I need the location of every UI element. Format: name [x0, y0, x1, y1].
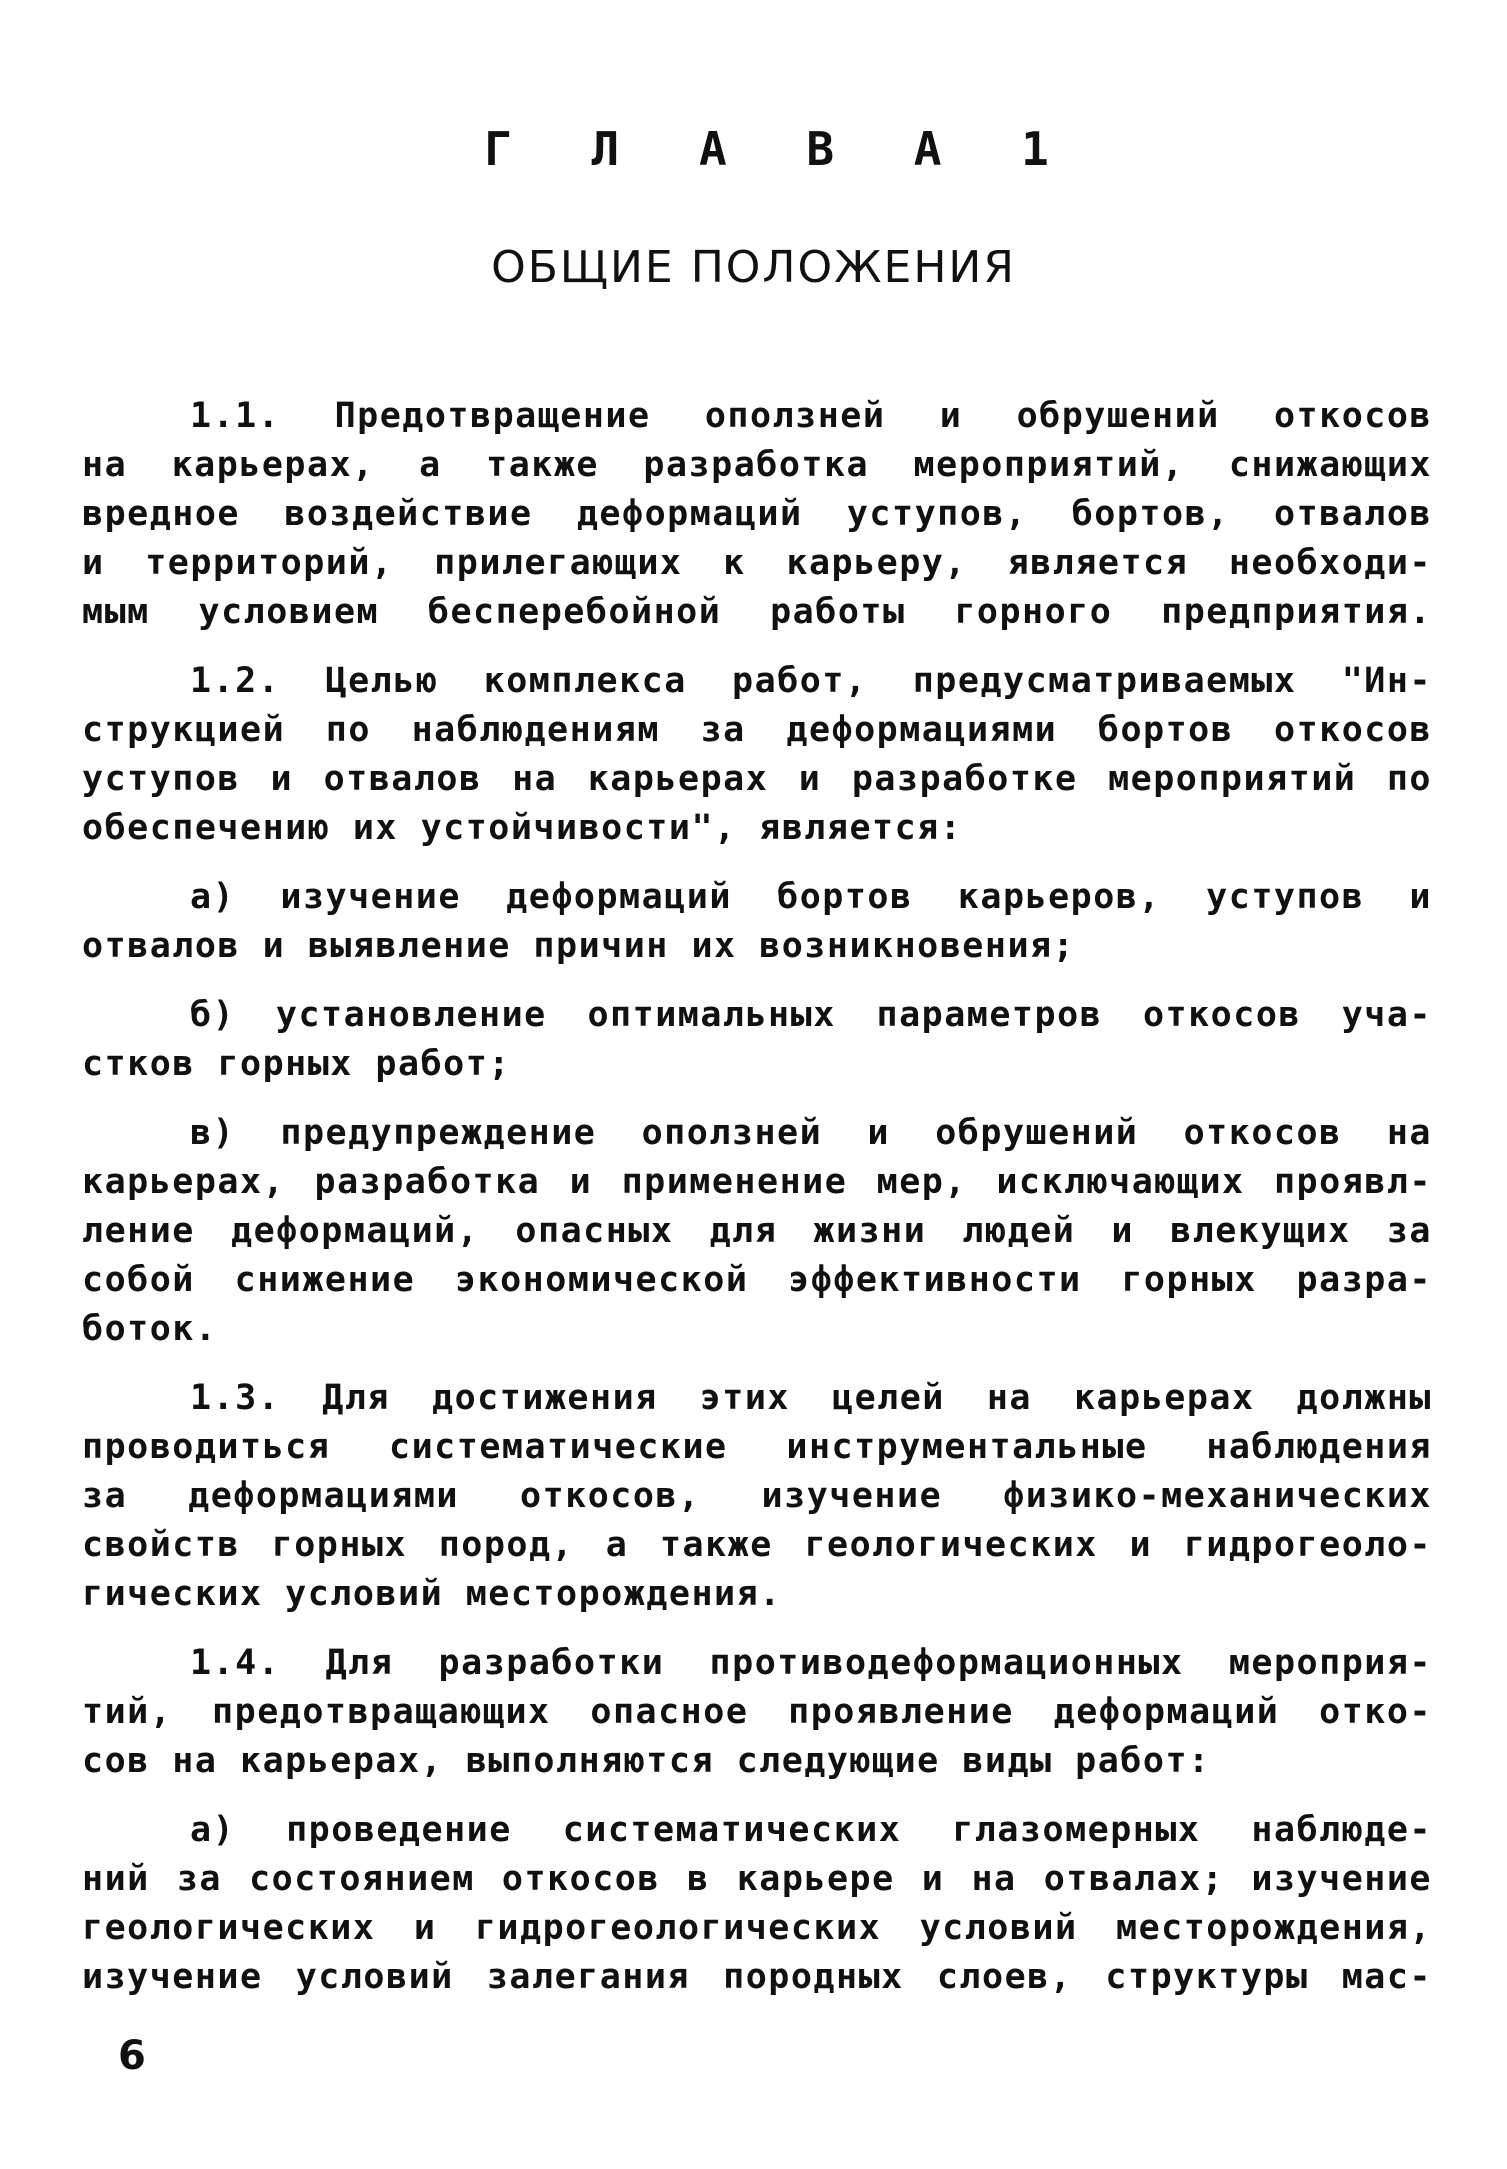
text-line: отвалов и выявление причин их возникновения;: [82, 926, 1076, 966]
text-line: сов на карьерах, выполняются следующие виды работ:: [82, 1741, 1211, 1781]
chapter-title: ОБЩИЕ ПОЛОЖЕНИЯ: [491, 242, 1016, 293]
text-line: за деформациями откосов, изучение физико-механических: [82, 1476, 1432, 1516]
paragraph-1-3: [82, 1374, 1432, 1619]
text-line: 1.2. Целью комплекса работ, предусматриваемых "Ин-: [190, 661, 1432, 701]
text-line: уступов и отвалов на карьерах и разработке мероприятий по: [82, 759, 1432, 799]
paragraph-1-4: [82, 1639, 1432, 1786]
text-line: на карьерах, а также разработка мероприятий, снижающих: [82, 445, 1432, 485]
text-line: ний за состоянием откосов в карьере и на отвалах; изучение: [82, 1859, 1432, 1899]
text-line: боток.: [82, 1309, 218, 1349]
body-text: [82, 392, 1432, 2002]
text-line: изучение условий залегания породных слоев, структуры мас-: [82, 1957, 1432, 1997]
list-item-a-2: [82, 1806, 1432, 2002]
chapter-label: Г Л А В А 1: [484, 122, 1075, 176]
text-line: ление деформаций, опасных для жизни людей и влекущих за: [82, 1211, 1432, 1251]
text-line: в) предупреждение оползней и обрушений откосов на: [190, 1113, 1432, 1153]
text-line: проводиться систематические инструментальные наблюдения: [82, 1427, 1432, 1467]
text-line: 1.4. Для разработки противодеформационных мероприя-: [190, 1643, 1432, 1683]
text-line: карьерах, разработка и применение мер, исключающих проявл-: [82, 1162, 1432, 1202]
text-line: свойств горных пород, а также геологических и гидрогеоло-: [82, 1525, 1432, 1565]
paragraph-1-1: [82, 392, 1432, 637]
text-line: гических условий месторождения.: [82, 1574, 782, 1614]
page-number: 6: [118, 2033, 146, 2079]
text-line: обеспечению их устойчивости", является:: [82, 808, 963, 848]
text-line: 1.1. Предотвращение оползней и обрушений откосов: [190, 396, 1432, 436]
text-line: стков горных работ;: [82, 1044, 511, 1084]
text-line: а) проведение систематических глазомерных наблюде-: [190, 1810, 1432, 1850]
list-item-a: [82, 873, 1432, 971]
text-line: струкцией по наблюдениям за деформациями бортов откосов: [82, 710, 1432, 750]
text-line: 1.3. Для достижения этих целей на карьерах должны: [190, 1378, 1432, 1418]
paragraph-1-2: [82, 657, 1432, 853]
list-item-b: [82, 991, 1432, 1089]
text-line: собой снижение экономической эффективности горных разра-: [82, 1260, 1432, 1300]
text-line: тий, предотвращающих опасное проявление деформаций отко-: [82, 1692, 1432, 1732]
text-line: а) изучение деформаций бортов карьеров, уступов и: [190, 877, 1432, 917]
text-line: б) установление оптимальных параметров откосов уча-: [190, 995, 1432, 1035]
text-line: и территорий, прилегающих к карьеру, является необходи-: [82, 543, 1432, 583]
text-line: мым условием бесперебойной работы горного предприятия.: [82, 592, 1432, 632]
list-item-v: [82, 1109, 1432, 1354]
text-line: вредное воздействие деформаций уступов, бортов, отвалов: [82, 494, 1432, 534]
text-line: геологических и гидрогеологических условий месторождения,: [82, 1908, 1432, 1948]
